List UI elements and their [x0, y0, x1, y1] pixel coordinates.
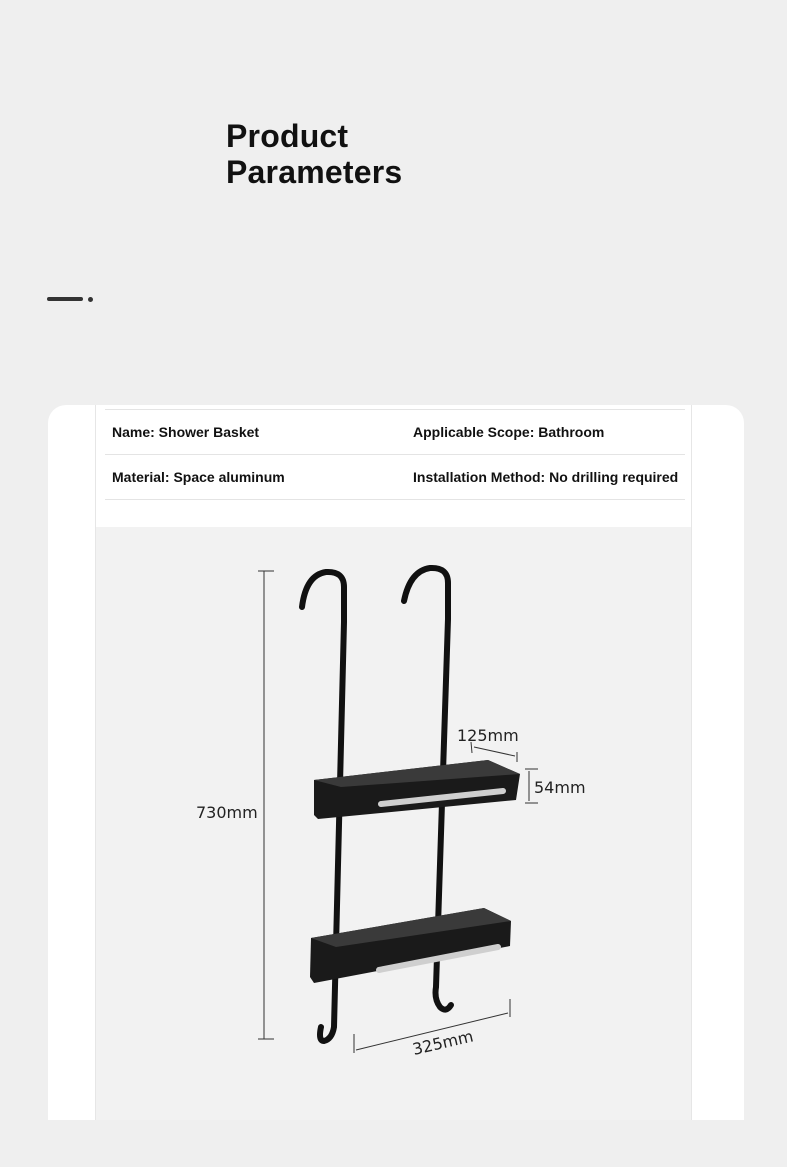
- dim-width-label: 325mm: [410, 1026, 476, 1059]
- lower-basket: [310, 908, 511, 983]
- dim-height-label: 730mm: [196, 803, 258, 822]
- upper-basket: [314, 760, 520, 819]
- divider-dot: [88, 297, 93, 302]
- spec-row: [105, 455, 685, 500]
- dim-basket-height-label: 54mm: [534, 778, 586, 797]
- title-divider: [47, 296, 97, 302]
- title-line-1: Product: [226, 118, 349, 154]
- spec-table: [105, 409, 685, 500]
- dim-depth-label: 125mm: [457, 726, 519, 745]
- spec-row: [105, 410, 685, 455]
- page-title: [226, 118, 402, 190]
- shower-basket-illustration: [96, 527, 691, 1120]
- title-line-2: Parameters: [226, 154, 403, 190]
- spec-installation: Installation Method: No drilling required: [413, 468, 679, 485]
- product-diagram: [96, 527, 691, 1120]
- divider-bar: [47, 297, 83, 301]
- spec-scope: Applicable Scope: Bathroom: [413, 423, 605, 440]
- spec-name: Name: Shower Basket: [112, 423, 260, 440]
- spec-material: Material: Space aluminum: [112, 468, 285, 485]
